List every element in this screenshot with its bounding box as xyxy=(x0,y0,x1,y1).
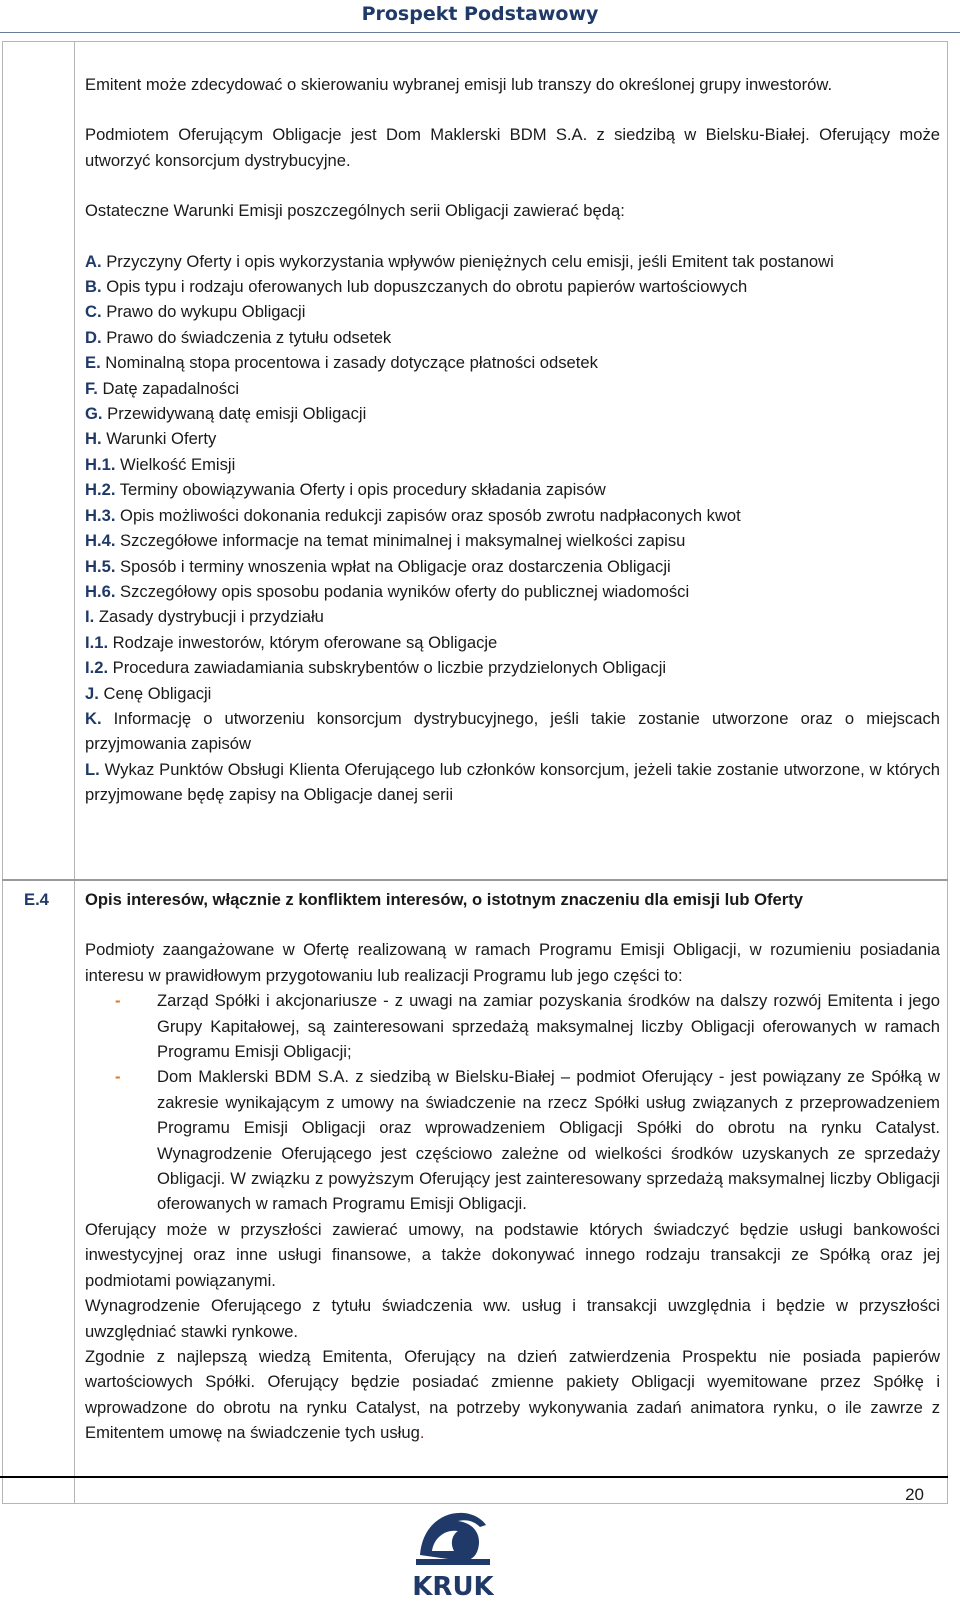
list-item xyxy=(85,1064,940,1216)
logo-text: KRUK xyxy=(412,1572,494,1601)
paragraph-final-terms: Ostateczne Warunki Emisji poszczególnych serii Obligacji zawierać będą: xyxy=(85,201,625,221)
list-item xyxy=(85,299,940,324)
page-number: 20 xyxy=(905,1485,924,1504)
offer-terms-section xyxy=(85,72,940,808)
item-code: H.2. xyxy=(85,480,116,500)
list-item xyxy=(85,706,940,757)
list-item xyxy=(85,554,940,579)
kruk-bird-icon xyxy=(416,1513,490,1565)
item-text: Przyczyny Oferty i opis wykorzystania wpływów pieniężnych celu emisji, jeśli Emitent tak postanowi xyxy=(101,251,834,271)
interests-section xyxy=(85,887,940,1446)
list-item xyxy=(85,249,940,274)
footer-divider xyxy=(0,1476,948,1478)
bullet-text: Zarząd Spółki i akcjonariusze - z uwagi na zamiar pozyskania środków na dalszy rozwój Emitenta i jego Grupy Kapitałowej, są zainteresowani sprzedażą maksymalnej liczby Obligacji oferowanych w ramach Programu Emisji Obligacji; xyxy=(157,991,940,1062)
item-text: Warunki Oferty xyxy=(101,429,217,449)
item-text: Zasady dystrybucji i przydziału xyxy=(94,607,324,627)
list-item xyxy=(85,630,940,655)
list-item xyxy=(85,401,940,426)
paragraph-investor-group: Emitent może zdecydować o skierowaniu wybranej emisji lub transzy do określonej grupy inwestorów. xyxy=(85,75,833,94)
item-text: Szczegółowe informacje na temat minimalnej i maksymalnej wielkości zapisu xyxy=(115,531,686,551)
item-text: Cenę Obligacji xyxy=(98,683,212,703)
interested-parties-list xyxy=(85,988,940,1217)
item-code: H. xyxy=(85,429,102,449)
list-item xyxy=(85,579,940,604)
item-text: Sposób i terminy wnoszenia wpłat na Obligacje oraz dostarczenia Obligacji xyxy=(115,556,671,576)
item-code: H.5. xyxy=(85,556,116,576)
item-code: I.1. xyxy=(85,632,109,652)
item-code: C. xyxy=(85,302,102,322)
list-item xyxy=(85,452,940,477)
list-item xyxy=(85,503,940,528)
row-divider xyxy=(2,879,948,881)
item-code: J. xyxy=(85,683,99,703)
item-code: I. xyxy=(85,607,95,627)
item-text: Nominalną stopa procentowa i zasady dotyczące płatności odsetek xyxy=(100,353,598,373)
list-item xyxy=(85,528,940,553)
item-text: Wykaz Punktów Obsługi Klienta Oferującego lub członków konsorcjum, jeżeli takie zostanie utworzone, w których przyjmowane będę zapisy na Obligacje danej serii xyxy=(85,759,940,805)
item-code: F. xyxy=(85,378,98,398)
list-item xyxy=(85,426,940,451)
item-text: Wielkość Emisji xyxy=(115,454,236,474)
list-item xyxy=(85,274,940,299)
item-code: A. xyxy=(85,251,102,271)
paragraph-text: Zgodnie z najlepszą wiedzą Emitenta, Oferujący na dzień zatwierdzenia Prospektu nie posiada papierów wartościowych Spółki. Oferujący będzie posiadać zmienne pakiety Obligacji wyemitowane przez Spółkę i wprowadzone do obrotu na rynku Catalyst, na potrzeby wykonywania zadań animatora rynku, o ile zawrze z Emitentem umowę na świadczenie tych usług xyxy=(85,1346,940,1443)
section-heading: Opis interesów, włącznie z konfliktem interesów, o istotnym znaczeniu dla emisji lub Oferty xyxy=(85,890,803,909)
dash-bullet-icon: - xyxy=(115,1067,121,1087)
item-code: L. xyxy=(85,759,100,779)
item-text: Szczegółowy opis sposobu podania wyników oferty do publicznej wiadomości xyxy=(115,581,690,601)
page-header: Prospekt Podstawowy xyxy=(361,3,599,25)
item-text: Prawo do świadczenia z tytułu odsetek xyxy=(101,327,392,347)
paragraph-remuneration: Wynagrodzenie Oferującego z tytułu świadczenia ww. usług i transakcji uwzględnia i będzie w przyszłości uwzględniać stawki rynkowe. xyxy=(85,1296,940,1341)
item-text: Opis możliwości dokonania redukcji zapisów oraz sposób zwrotu nadpłaconych kwot xyxy=(115,505,741,525)
item-text: Przewidywaną datę emisji Obligacji xyxy=(102,404,367,424)
item-code: H.1. xyxy=(85,454,116,474)
item-code: H.4. xyxy=(85,531,116,551)
paragraph-intro: Podmioty zaangażowane w Ofertę realizowaną w ramach Programu Emisji Obligacji, w rozumieniu posiadania interesu w prawidłowym przygotowaniu lub realizacji Programu lub jego części to: xyxy=(85,940,940,985)
column-divider xyxy=(74,41,75,1504)
item-text: Terminy obowiązywania Oferty i opis procedury składania zapisów xyxy=(115,480,606,500)
paragraph-future-agreements: Oferujący może w przyszłości zawierać umowy, na podstawie których świadczyć będzie usługi bankowości inwestycyjnej oraz inne usługi finansowe, a także dokonywać innego rodzaju transakcji ze Spółką oraz jej podmiotami powiązanymi. xyxy=(85,1219,940,1290)
item-text: Opis typu i rodzaju oferowanych lub dopuszczanych do obrotu papierów wartościowych xyxy=(101,277,748,297)
kruk-logo xyxy=(412,1505,494,1601)
list-item xyxy=(85,325,940,350)
list-item xyxy=(85,655,940,680)
list-item xyxy=(85,604,940,629)
final-terms-list xyxy=(85,249,940,808)
item-code: B. xyxy=(85,277,102,297)
item-code: D. xyxy=(85,327,102,347)
item-text: Rodzaje inwestorów, którym oferowane są Obligacje xyxy=(108,632,498,652)
list-item xyxy=(85,988,940,1064)
item-code: G. xyxy=(85,404,103,424)
paragraph-offering-entity: Podmiotem Oferującym Obligacje jest Dom Maklerski BDM S.A. z siedzibą w Bielsku-Białej. Oferujący może utworzyć konsorcjum dystrybucyjne. xyxy=(85,125,940,170)
item-text: Informację o utworzeniu konsorcjum dystrybucyjnego, jeśli takie zostanie utworzone oraz o miejscach przyjmowania zapisów xyxy=(85,708,940,754)
item-code: K. xyxy=(85,708,102,728)
paragraph-end-mark: . xyxy=(419,1423,425,1443)
paragraph-securities-holding xyxy=(85,1344,940,1446)
list-item xyxy=(85,376,940,401)
item-code: E. xyxy=(85,353,101,373)
item-code: H.6. xyxy=(85,581,116,601)
header-divider xyxy=(0,32,960,33)
bullet-text: Dom Maklerski BDM S.A. z siedzibą w Bielsku-Białej – podmiot Oferujący - jest powiązany ze Spółką w zakresie wynikającym z umowy na świadczenie na rzecz Spółki usług związanych z przeprowadzeniem Programu Emisji Obligacji oraz wprowadzeniem Obligacji Spółki do obrotu na rynku Catalyst. Wynagrodzenie Oferującego jest częściowo zależne od wielkości środków uzyskanych ze sprzedaży Obligacji. W związku z powyższym Oferujący jest zainteresowany sprzedażą maksymalnej liczby Obligacji oferowanych w ramach Programu Emisji Obligacji. xyxy=(157,1067,940,1214)
list-item xyxy=(85,477,940,502)
row-label-e4: E.4 xyxy=(24,890,49,909)
dash-bullet-icon: - xyxy=(115,991,121,1011)
list-item xyxy=(85,350,940,375)
list-item xyxy=(85,681,940,706)
item-code: I.2. xyxy=(85,658,109,678)
list-item xyxy=(85,757,940,808)
item-code: H.3. xyxy=(85,505,116,525)
item-text: Prawo do wykupu Obligacji xyxy=(101,302,306,322)
item-text: Datę zapadalności xyxy=(97,378,240,398)
item-text: Procedura zawiadamiania subskrybentów o liczbie przydzielonych Obligacji xyxy=(108,658,667,678)
